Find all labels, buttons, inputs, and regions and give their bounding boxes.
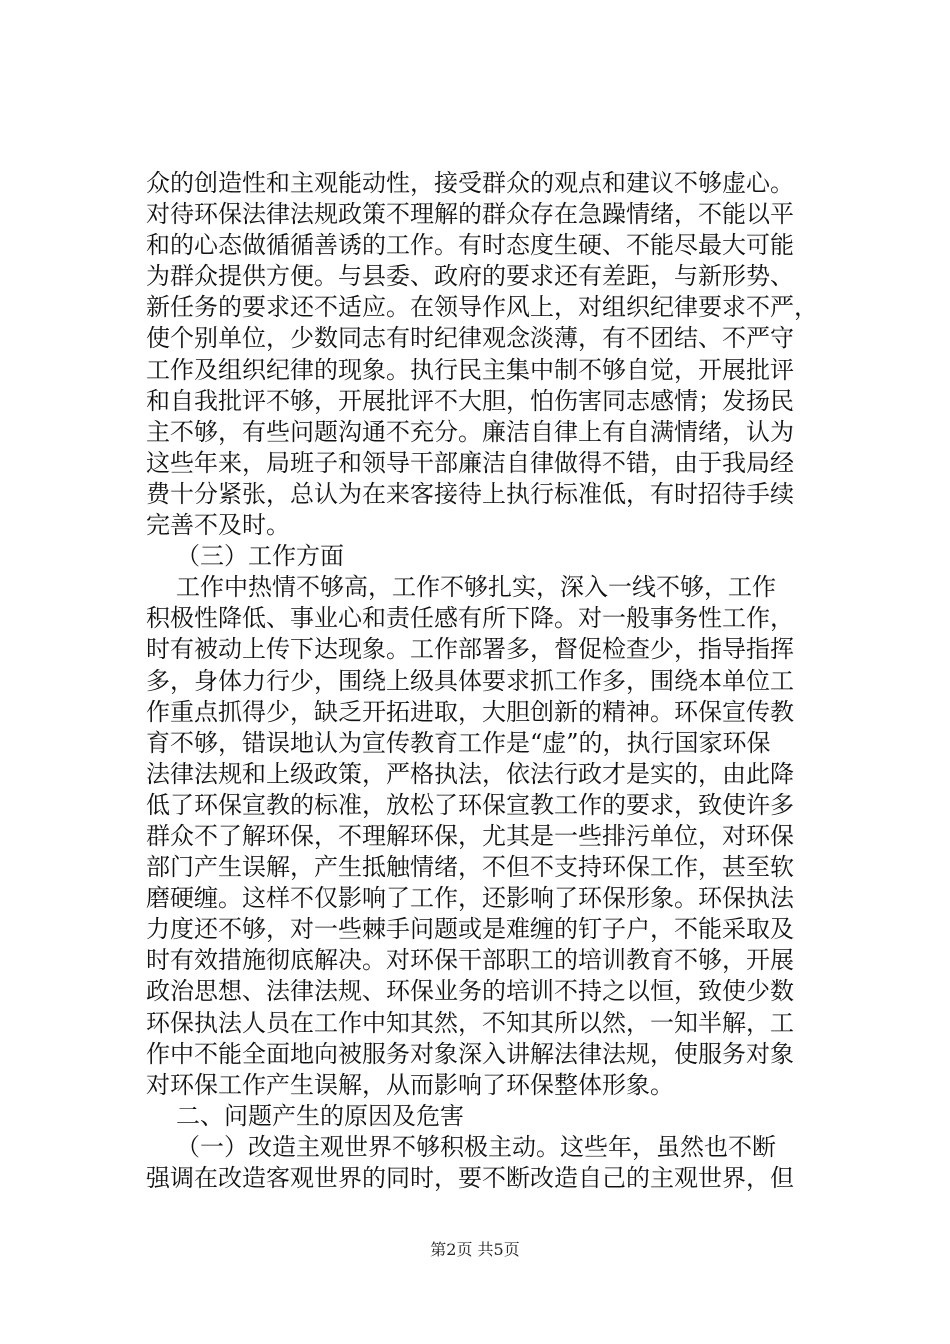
text-line: 环保执法人员在工作中知其然，不知其所以然，一知半解，工 [146,1008,794,1037]
page-footer: 第2页 共5页 [430,1240,520,1259]
text-line: 时有效措施彻底解决。对环保干部职工的培训教育不够，开展 [146,946,794,975]
text-line: 众的创造性和主观能动性，接受群众的观点和建议不够虚心。 [146,169,794,197]
text-line: 主不够，有些问题沟通不充分。廉洁自律上有自满情绪，认为 [146,417,794,446]
text-line: 和的心态做循循善诱的工作。有时态度生硬、不能尽最大可能 [146,231,794,260]
text-line: 对环保工作产生误解，从而影响了环保整体形象。 [146,1070,674,1099]
section-heading: 二、问题产生的原因及危害 [176,1101,464,1130]
text-line: 工作及组织纪律的现象。执行民主集中制不够自觉，开展批评 [146,355,794,384]
text-line: 强调在改造客观世界的同时，要不断改造自己的主观世界，但 [146,1164,794,1192]
text-line: 和自我批评不够，开展批评不大胆，怕伤害同志感情；发扬民 [146,386,794,415]
text-line: （一）改造主观世界不够积极主动。这些年，虽然也不断 [176,1132,776,1161]
text-line: 多，身体力行少，围绕上级具体要求抓工作多，围绕本单位工 [146,666,794,695]
text-line: 使个别单位，少数同志有时纪律观念淡薄，有不团结、不严守 [146,324,794,353]
text-line: 政治思想、法律法规、环保业务的培训不持之以恒，致使少数 [146,977,794,1006]
text-line: 积极性降低、事业心和责任感有所下降。对一般事务性工作， [146,604,794,633]
text-line: 磨硬缠。这样不仅影响了工作，还影响了环保形象。环保执法 [146,884,794,913]
text-line: 法律法规和上级政策，严格执法，依法行政才是实的，由此降 [146,759,794,788]
text-line: 部门产生误解，产生抵触情绪，不但不支持环保工作，甚至软 [146,853,794,882]
text-line: 对待环保法律法规政策不理解的群众存在急躁情绪，不能以平 [146,200,794,229]
text-line: 工作中热情不够高，工作不够扎实，深入一线不够，工作 [176,573,776,602]
text-line: 育不够，错误地认为宣传教育工作是“虚”的，执行国家环保 [146,728,771,757]
text-line: 新任务的要求还不适应。在领导作风上，对组织纪律要求不严， [146,293,818,322]
document-body [146,168,836,1194]
text-line: 完善不及时。 [146,511,290,540]
text-line: 力度还不够，对一些棘手问题或是难缠的钉子户，不能采取及 [146,915,794,944]
text-line: 时有被动上传下达现象。工作部署多，督促检查少，指导指挥 [146,635,794,664]
text-line: 这些年来，局班子和领导干部廉洁自律做得不错，由于我局经 [146,448,794,477]
text-line: 为群众提供方便。与县委、政府的要求还有差距，与新形势、 [146,262,794,291]
text-line: 费十分紧张，总认为在来客接待上执行标准低，有时招待手续 [146,479,794,508]
section-heading: （三）工作方面 [176,542,344,571]
text-line: 作中不能全面地向被服务对象深入讲解法律法规，使服务对象 [146,1039,794,1068]
text-line: 低了环保宣教的标准，放松了环保宣教工作的要求，致使许多 [146,790,794,819]
text-line: 作重点抓得少，缺乏开拓进取，大胆创新的精神。环保宣传教 [146,697,794,726]
text-line: 群众不了解环保，不理解环保，尤其是一些排污单位，对环保 [146,821,794,850]
